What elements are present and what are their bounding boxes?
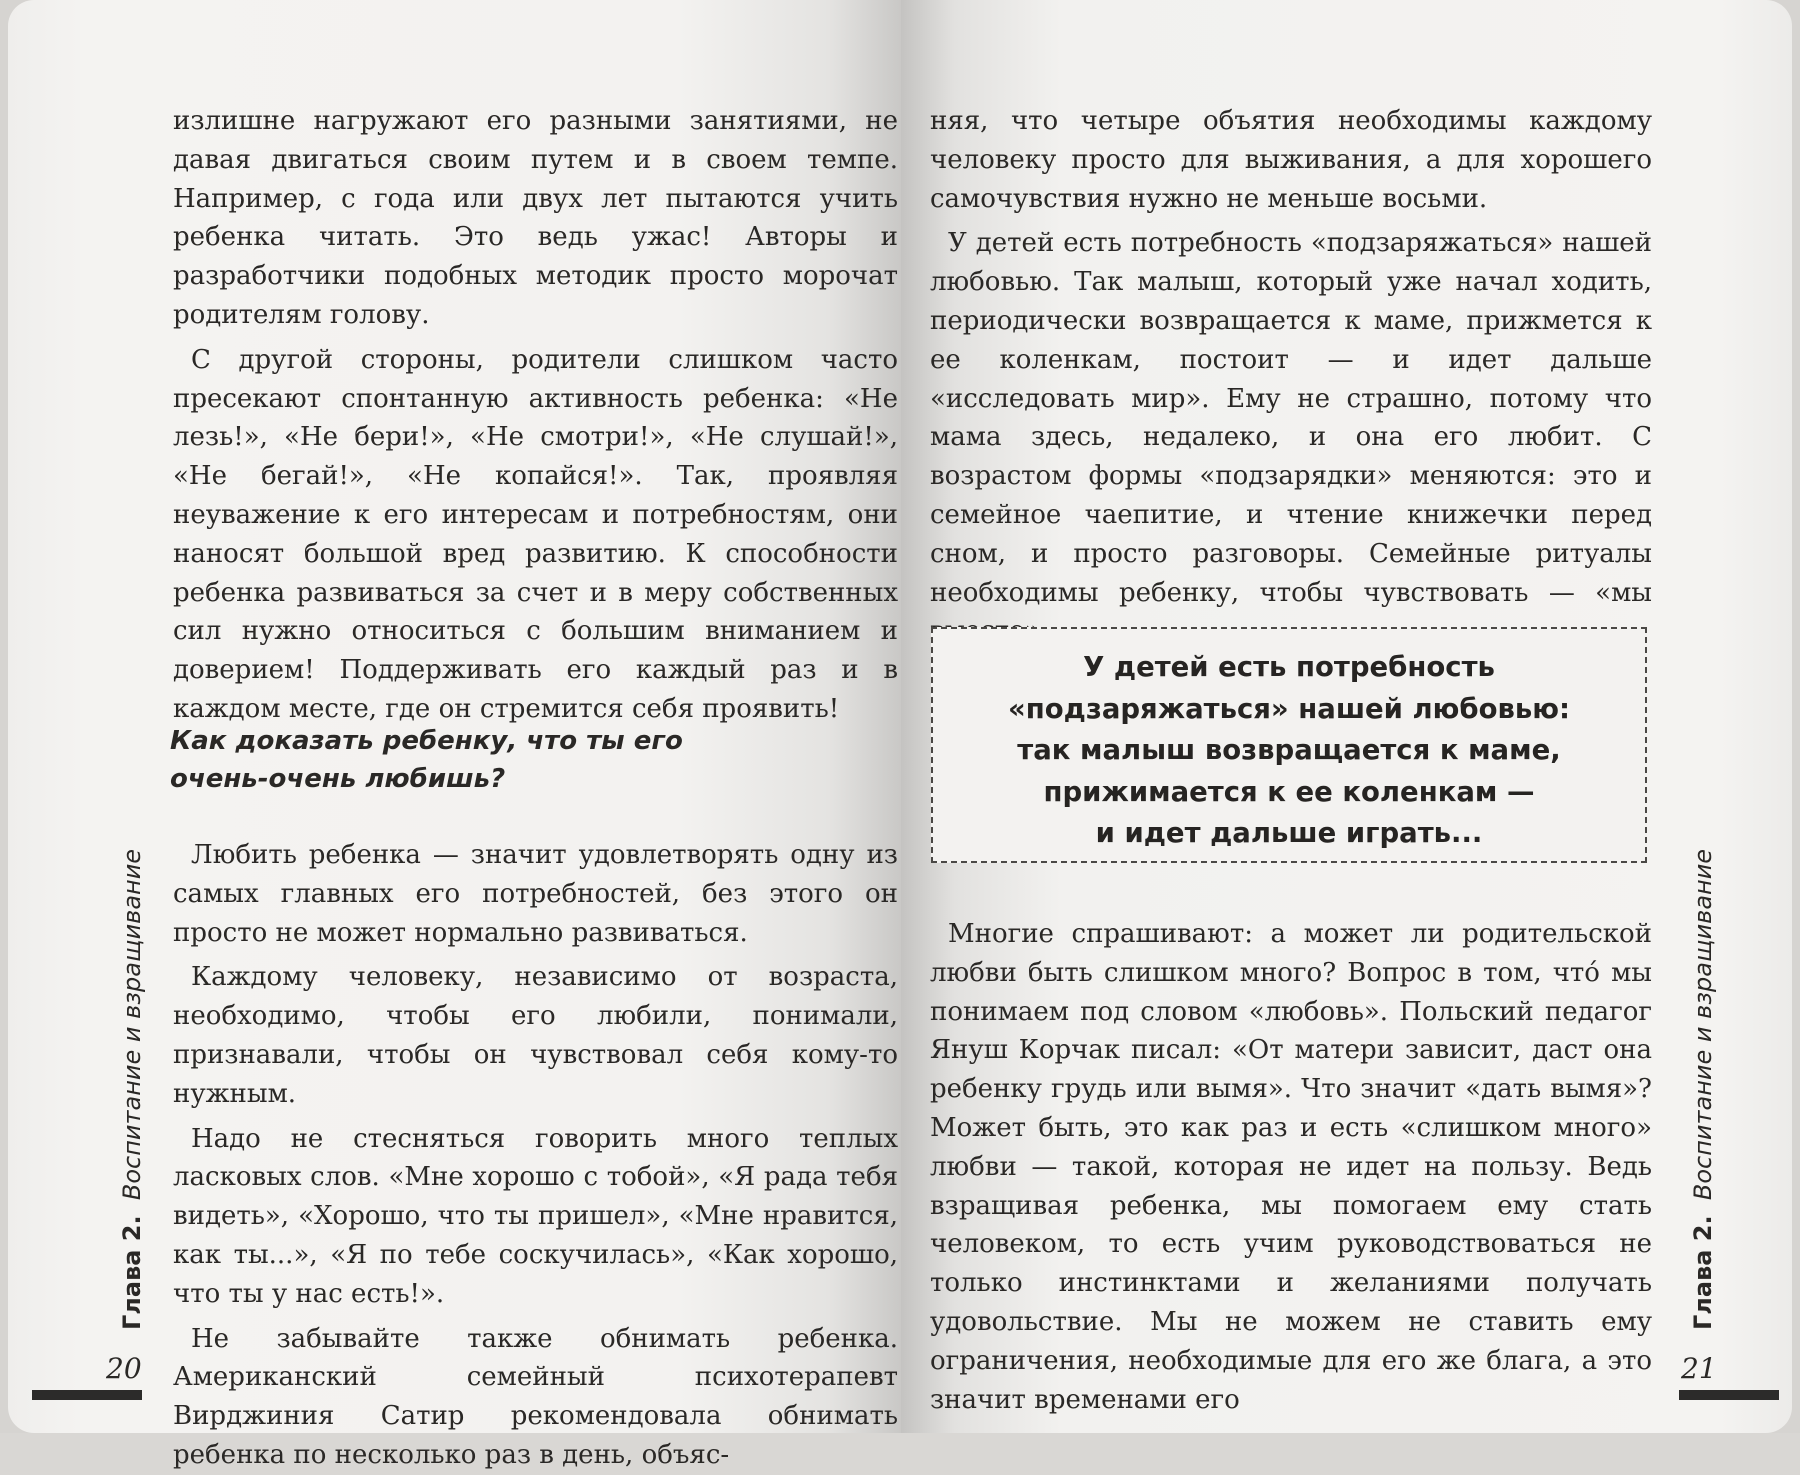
pull-quote-line-5: и идет дальше играть... [1095, 817, 1483, 849]
left-paragraph-3: Любить ребенка — значит удовлетворять одну из самых главных его потребностей, без этого он просто не может нормально развиваться. [173, 840, 898, 948]
pull-quote-line-1: У детей есть потребность [1083, 651, 1495, 683]
left-page-bar [32, 1390, 142, 1400]
left-text-bottom [173, 836, 898, 1475]
left-paragraph-6: Не забывайте также обнимать ребенка. Американский семейный психотерапевт Вирджиния Сатир рекомендовала обнимать ребенка по несколько раз в день, объяс- [173, 1323, 898, 1470]
right-chapter-title: Воспитание и взращивание [1689, 848, 1717, 1201]
left-paragraph-1: излишне нагружают его разными занятиями, не давая двигаться своим путем и в своем темпе. Например, с года или двух лет пытаются учить ребенка читать. Это ведь ужас! Авторы и разработчики подобных методик просто морочат родителям голову. [173, 106, 898, 330]
right-text-top [930, 102, 1652, 651]
left-text-top [173, 102, 898, 729]
heading-line-1: Как доказать ребенку, что ты его [170, 726, 683, 756]
left-paragraph-5: Надо не стесняться говорить много теплых ласковых слов. «Мне хорошо с тобой», «Я рада тебя видеть», «Хорошо, что ты пришел», «Мне нравится, как ты...», «Я по тебе соскучилась», «Как хорошо, что ты у нас есть!». [173, 1123, 898, 1309]
left-chapter-number: Глава 2. [118, 1215, 146, 1330]
right-page-number: 21 [1681, 1352, 1717, 1385]
pull-quote-box [931, 627, 1647, 863]
right-text-bottom [930, 915, 1652, 1419]
right-paragraph-2: У детей есть потребность «подзаряжаться» нашей любовью. Так малыш, который уже начал ходить, периодически возвращается к маме, прижмется к ее коленкам, постоит — и идет дальше «исследовать мир». Ему не страшно, потому что мама здесь, недалеко, и она его любит. С возрастом формы «подзарядки» меняются: это и семейное чаепитие, и чтение книжечки перед сном, и просто разговоры. Семейные ритуалы необходимы ребенку, чтобы чувствовать — «мы [930, 228, 1652, 608]
pull-quote-line-2: «подзаряжаться» нашей любовью: [1007, 692, 1571, 725]
right-chapter-number: Глава 2. [1689, 1215, 1717, 1330]
left-page-number: 20 [106, 1352, 142, 1385]
pull-quote-line-4: прижимается к ее коленкам — [1043, 775, 1535, 808]
right-paragraph-3: Многие спрашивают: а может ли родительской любви быть слишком много? Вопрос в том, чтó мы понимаем под словом «любовь». Польский педагог Януш Корчак писал: «От матери зависит, даст она ребенку грудь или вымя». Что значит «дать вымя»? Может быть, это как раз и есть «слишком много» любви — такой, которая не идет на пользу. Ведь взращивая ребенка, мы помогаем ему стать человеком, то есть учим руководствоваться не только инстинктами и желаниями получать удовольствие. Мы не можем не ставить ему ограничения, необходимые для его же блага, а это значит временами его [930, 919, 1652, 1415]
heading-line-2: очень-очень любишь? [170, 764, 506, 794]
left-chapter-label [118, 849, 146, 1330]
pull-quote-line-3: так малыш возвращается к маме, [1017, 734, 1561, 766]
right-paragraph-1: няя, что четыре объятия необходимы каждому человеку просто для выживания, а для хорошего самочувствия нужно не меньше восьми. [930, 106, 1652, 214]
left-page [8, 0, 901, 1470]
left-paragraph-4: Каждому человеку, независимо от возраста, необходимо, чтобы его любили, понимали, признавали, чтобы он чувствовал себя кому-то нужным. [173, 962, 898, 1109]
right-page-bar [1679, 1390, 1779, 1400]
right-page [901, 0, 1792, 1433]
left-chapter-title: Воспитание и взращивание [118, 848, 146, 1201]
right-chapter-label [1689, 849, 1717, 1330]
left-paragraph-2: С другой стороны, родители слишком часто пресекают спонтанную активность ребенка: «Не лезь!», «Не бери!», «Не смотри!», «Не слушай!», «Не бегай!», «Не копайся!». Так, проявляя неуважение к его интересам и потребностям, они наносят большой вред развитию. К способности ребенка развиваться за счет и в меру собственных сил нужно относиться с большим вниманием и доверием! Поддерживать его каждый раз и в каждом месте, где он стремится себя проявить! [173, 344, 898, 724]
left-section-heading [170, 722, 870, 798]
